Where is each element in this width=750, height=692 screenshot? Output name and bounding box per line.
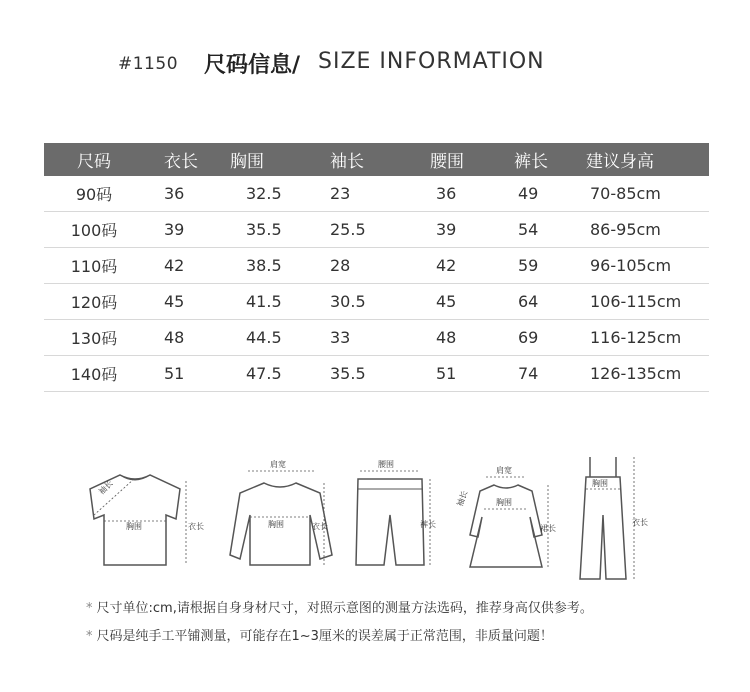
- table-cell: 49: [514, 176, 586, 212]
- length-label: 裤长: [420, 520, 436, 529]
- table-cell: 45: [144, 284, 230, 320]
- note-measurement: [86, 597, 593, 616]
- table-row: [44, 176, 709, 212]
- table-cell: 70-85cm: [586, 176, 709, 212]
- table-cell: 39: [430, 212, 514, 248]
- pants-diagram: [350, 455, 440, 579]
- table-row: [44, 356, 709, 392]
- column-header: 袖长: [330, 143, 430, 176]
- table-cell: 116-125cm: [586, 320, 709, 356]
- length-label: 衣长: [632, 518, 648, 527]
- table-row: [44, 320, 709, 356]
- note-text: 尺寸单位:cm,请根据自身身材尺寸，对照示意图的测量方法选码，推荐身高仅供参考。: [96, 601, 593, 616]
- table-cell: 38.5: [230, 248, 330, 284]
- table-cell: 47.5: [230, 356, 330, 392]
- table-cell: 42: [430, 248, 514, 284]
- star-icon: *: [86, 629, 93, 644]
- table-cell: 30.5: [330, 284, 430, 320]
- column-header: 胸围: [230, 143, 330, 176]
- sleeve-label: 袖长: [455, 489, 470, 508]
- measurement-diagrams: [80, 455, 660, 585]
- title-english: SIZE INFORMATION: [318, 49, 545, 74]
- column-header: 建议身高: [586, 143, 709, 176]
- table-cell: 32.5: [230, 176, 330, 212]
- table-cell: 48: [430, 320, 514, 356]
- note-tolerance: [86, 625, 553, 644]
- table-cell: 110码: [44, 248, 144, 284]
- table-cell: 59: [514, 248, 586, 284]
- column-header: 尺码: [44, 143, 144, 176]
- table-header-row: [44, 143, 709, 176]
- tshirt-icon: [80, 455, 204, 575]
- pants-icon: [350, 455, 440, 575]
- shoulder-label: 肩宽: [496, 466, 512, 475]
- chest-label: 胸围: [126, 522, 142, 531]
- sleeve-label: 袖长: [97, 478, 115, 497]
- length-label: 裙长: [540, 524, 556, 533]
- product-code: #1150: [118, 54, 179, 74]
- table-cell: 44.5: [230, 320, 330, 356]
- sweater-diagram: [230, 455, 340, 579]
- dress-diagram: [455, 455, 560, 579]
- size-table: [44, 143, 709, 392]
- table-row: [44, 284, 709, 320]
- note-text: 尺码是纯手工平铺测量，可能存在1~3厘米的误差属于正常范围，非质量问题！: [96, 629, 553, 644]
- table-cell: 39: [144, 212, 230, 248]
- table-cell: 41.5: [230, 284, 330, 320]
- table-cell: 36: [430, 176, 514, 212]
- column-header: 腰围: [430, 143, 514, 176]
- table-cell: 106-115cm: [586, 284, 709, 320]
- table-cell: 45: [430, 284, 514, 320]
- table-cell: 90码: [44, 176, 144, 212]
- overalls-diagram: [576, 455, 660, 589]
- table-cell: 23: [330, 176, 430, 212]
- table-cell: 64: [514, 284, 586, 320]
- column-header: 裤长: [514, 143, 586, 176]
- table-cell: 51: [430, 356, 514, 392]
- table-cell: 120码: [44, 284, 144, 320]
- table-cell: 69: [514, 320, 586, 356]
- table-cell: 130码: [44, 320, 144, 356]
- table-cell: 35.5: [330, 356, 430, 392]
- table-row: [44, 248, 709, 284]
- waist-label: 腰围: [378, 460, 394, 469]
- chest-label: 胸围: [496, 498, 512, 507]
- table-cell: 36: [144, 176, 230, 212]
- chest-label: 胸围: [268, 520, 284, 529]
- length-label: 衣长: [188, 522, 204, 531]
- table-cell: 74: [514, 356, 586, 392]
- length-label: 衣长: [312, 522, 328, 531]
- star-icon: *: [86, 601, 93, 616]
- shoulder-label: 肩宽: [270, 460, 286, 469]
- table-cell: 140码: [44, 356, 144, 392]
- table-cell: 25.5: [330, 212, 430, 248]
- table-cell: 100码: [44, 212, 144, 248]
- chest-label: 胸围: [592, 479, 608, 488]
- table-cell: 96-105cm: [586, 248, 709, 284]
- table-row: [44, 212, 709, 248]
- table-cell: 48: [144, 320, 230, 356]
- table-cell: 51: [144, 356, 230, 392]
- sweater-icon: [230, 455, 340, 575]
- table-cell: 54: [514, 212, 586, 248]
- table-cell: 28: [330, 248, 430, 284]
- table-cell: 35.5: [230, 212, 330, 248]
- table-cell: 33: [330, 320, 430, 356]
- dress-icon: [455, 455, 560, 575]
- title-chinese: 尺码信息/: [204, 53, 301, 78]
- tshirt-diagram: [80, 455, 204, 579]
- table-cell: 126-135cm: [586, 356, 709, 392]
- overalls-icon: [576, 455, 660, 585]
- title-row: [0, 46, 750, 80]
- column-header: 衣长: [144, 143, 230, 176]
- table-cell: 86-95cm: [586, 212, 709, 248]
- table-cell: 42: [144, 248, 230, 284]
